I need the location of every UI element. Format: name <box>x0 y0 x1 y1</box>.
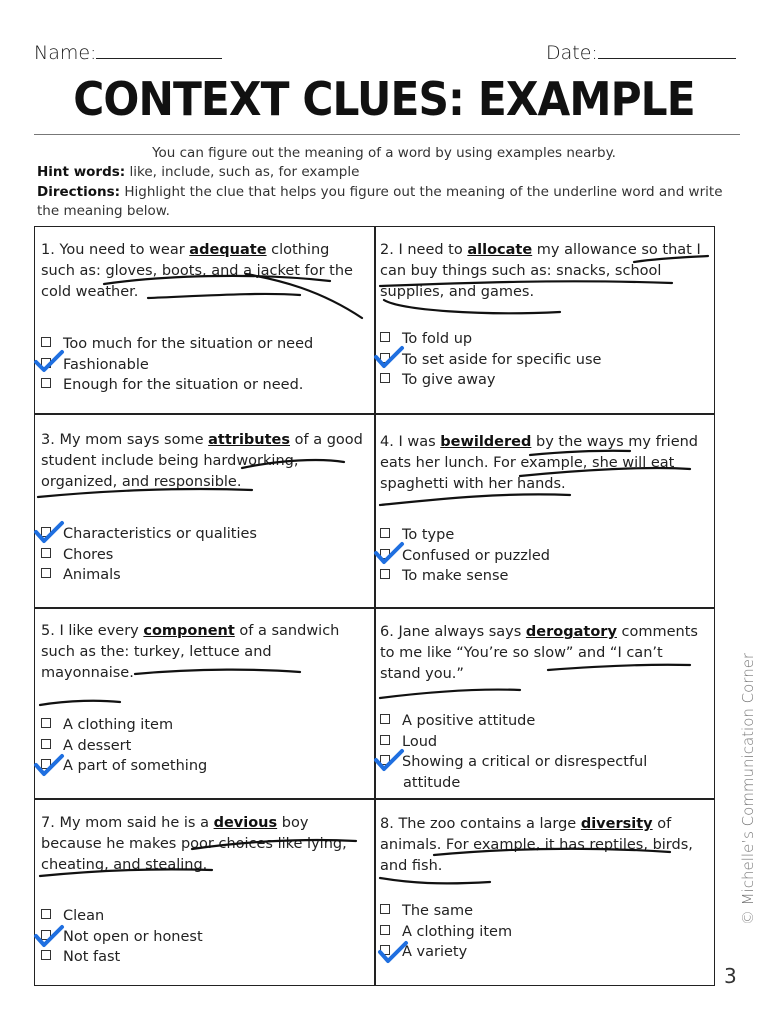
checkbox[interactable] <box>380 332 390 342</box>
checkbox[interactable] <box>41 548 51 558</box>
question-3 <box>41 430 367 493</box>
directions-label: Directions: <box>37 184 121 200</box>
answer-option-label: Fashionable <box>63 356 149 373</box>
credit-text: © Michelle’s Communication Corner <box>739 652 757 926</box>
hint-words <box>37 164 359 180</box>
vocabulary-word: devious <box>213 815 278 831</box>
grid-divider-row-3 <box>34 798 715 800</box>
answer-option[interactable] <box>41 906 104 926</box>
checkbox[interactable] <box>380 353 390 363</box>
checkbox[interactable] <box>41 759 51 769</box>
answer-option[interactable] <box>380 566 508 586</box>
answer-option[interactable] <box>380 752 647 772</box>
question-text: clothing such as: gloves, boots, and a jacket for the cold weather. <box>41 242 353 300</box>
answer-option-label: The same <box>402 903 474 919</box>
checkbox[interactable] <box>41 950 51 960</box>
checkbox[interactable] <box>380 549 390 559</box>
answer-option[interactable] <box>41 947 120 967</box>
checkbox[interactable] <box>380 755 390 765</box>
answer-option-label: attitude <box>403 774 461 791</box>
grid-divider-row-1 <box>34 413 715 415</box>
checkbox[interactable] <box>380 569 390 579</box>
answer-option-label: A variety <box>402 944 468 960</box>
question-4 <box>380 432 706 495</box>
question-2 <box>380 240 706 303</box>
answer-option[interactable] <box>41 565 121 585</box>
question-text: boy because he makes poor choices like lying, cheating, and stealing. <box>41 815 347 873</box>
answer-option[interactable] <box>380 711 535 731</box>
page-number: 3 <box>724 964 737 988</box>
answer-option[interactable] <box>380 370 495 390</box>
question-6 <box>380 622 706 685</box>
hint-label: Hint words: <box>37 164 126 180</box>
answer-option[interactable] <box>41 756 207 776</box>
checkbox[interactable] <box>380 925 390 935</box>
answer-option-label: A dessert <box>63 737 132 754</box>
checkbox[interactable] <box>41 358 51 368</box>
question-1 <box>41 240 367 303</box>
answer-option[interactable] <box>380 901 473 921</box>
answer-option[interactable] <box>41 927 203 947</box>
date-label: Date: <box>546 42 598 64</box>
question-text: by the ways my friend eats her lunch. For example, she will eat spaghetti with her hands. <box>380 434 699 492</box>
answer-option[interactable] <box>403 773 460 793</box>
answer-option[interactable] <box>380 546 550 566</box>
vocabulary-word: attributes <box>208 432 291 448</box>
answer-option[interactable] <box>41 736 131 756</box>
question-text: 2. I need to <box>380 242 468 258</box>
checkbox[interactable] <box>41 568 51 578</box>
answer-option-label: Clean <box>63 908 105 924</box>
answer-option-label: To make sense <box>402 568 509 584</box>
answer-option-label: To fold up <box>402 331 473 347</box>
answer-option-label: To give away <box>402 372 496 388</box>
answer-option[interactable] <box>380 922 512 942</box>
answer-option[interactable] <box>41 375 303 395</box>
date-field[interactable] <box>546 40 736 64</box>
vocabulary-word: allocate <box>467 242 533 258</box>
question-5 <box>41 621 367 684</box>
answer-option[interactable] <box>41 545 113 565</box>
question-8 <box>380 814 706 877</box>
vocabulary-word: diversity <box>580 816 653 832</box>
vocabulary-word: adequate <box>189 242 267 258</box>
answer-option-label: Animals <box>63 567 121 583</box>
checkbox[interactable] <box>380 528 390 538</box>
checkbox[interactable] <box>380 714 390 724</box>
answer-option-label: A positive attitude <box>402 713 536 729</box>
name-field[interactable] <box>34 40 222 64</box>
vocabulary-word: component <box>143 623 235 639</box>
grid-divider-vertical <box>374 226 376 986</box>
answer-option-label: A part of something <box>63 758 208 774</box>
answer-option[interactable] <box>380 329 472 349</box>
answer-option-label: Showing a critical or disrespectful <box>402 754 648 770</box>
question-text: 6. Jane always says <box>380 624 526 640</box>
checkbox[interactable] <box>41 378 51 388</box>
checkbox[interactable] <box>41 909 51 919</box>
checkbox[interactable] <box>380 904 390 914</box>
vocabulary-word: bewildered <box>440 434 532 450</box>
answer-option-label: A clothing item <box>402 923 513 940</box>
question-text: 3. My mom says some <box>41 432 209 448</box>
question-text: of animals. For example, it has reptiles, birds, and fish. <box>380 816 693 874</box>
vocabulary-word: derogatory <box>525 624 617 640</box>
question-text: my allowance so that I can buy things such as: snacks, school supplies, and games. <box>380 242 701 300</box>
answer-option-label: Characteristics or qualities <box>63 526 257 542</box>
checkbox[interactable] <box>380 735 390 745</box>
question-text: 1. You need to wear <box>41 242 190 258</box>
checkbox[interactable] <box>41 337 51 347</box>
checkbox[interactable] <box>380 945 390 955</box>
hint-text: like, include, such as, for example <box>125 164 360 180</box>
intro-text: You can figure out the meaning of a word by using examples nearby. <box>152 145 616 161</box>
name-label: Name: <box>34 42 97 64</box>
copyright-credit <box>733 630 757 960</box>
answer-option-label: Enough for the situation or need. <box>63 377 304 393</box>
answer-option-label: Not fast <box>63 949 121 965</box>
checkbox[interactable] <box>380 373 390 383</box>
answer-option-label: Not open or honest <box>63 928 203 945</box>
directions-text: Highlight the clue that helps you figure out the meaning of the underline word and write the meaning below. <box>37 184 723 219</box>
answer-option[interactable] <box>41 355 149 375</box>
page-title: CONTEXT CLUES: EXAMPLE <box>73 72 695 126</box>
question-text: 8. The zoo contains a large <box>380 816 581 832</box>
question-text: comments to me like “You’re so slow” and “I can’t stand you.” <box>380 624 698 682</box>
date-blank[interactable] <box>598 40 736 59</box>
answer-option-label: Too much for the situation or need <box>63 336 314 352</box>
title-divider <box>34 134 740 135</box>
grid-divider-row-2 <box>34 607 715 609</box>
question-text: 4. I was <box>380 434 441 450</box>
question-text: 7. My mom said he is a <box>41 815 214 831</box>
answer-option-label: Confused or puzzled <box>402 547 550 564</box>
directions <box>37 183 737 221</box>
answer-option[interactable] <box>380 525 454 545</box>
answer-option[interactable] <box>41 334 313 354</box>
answer-option-label: Loud <box>402 733 438 750</box>
name-blank[interactable] <box>96 40 222 59</box>
answer-option-label: A clothing item <box>63 717 174 733</box>
checkbox[interactable] <box>41 527 51 537</box>
question-text: of a good student include being hardworking, organized, and responsible. <box>41 432 363 490</box>
answer-option-label: Chores <box>63 546 114 563</box>
answer-option[interactable] <box>380 350 601 370</box>
question-text: of a sandwich such as the: turkey, lettuce and mayonnaise. <box>41 623 340 681</box>
checkbox[interactable] <box>41 930 51 940</box>
question-text: 5. I like every <box>41 623 144 639</box>
answer-option[interactable] <box>41 715 173 735</box>
checkbox[interactable] <box>41 718 51 728</box>
answer-option[interactable] <box>41 524 257 544</box>
answer-option[interactable] <box>380 942 467 962</box>
answer-option[interactable] <box>380 732 437 752</box>
answer-option-label: To type <box>402 527 455 543</box>
answer-option-label: To set aside for specific use <box>402 351 602 368</box>
checkbox[interactable] <box>41 739 51 749</box>
question-7 <box>41 813 367 876</box>
